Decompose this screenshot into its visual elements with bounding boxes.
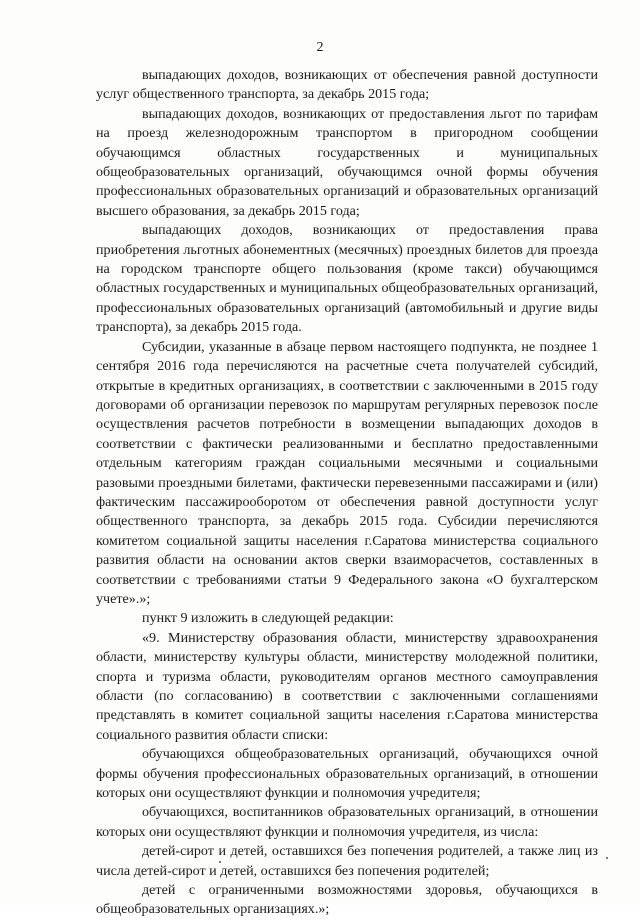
paragraph: пункт 9 изложить в следующей редакции: (142, 610, 394, 627)
scan-speck (606, 857, 608, 859)
paragraph: выпадающих доходов, возникающих от обеспечения равной доступности услуг общественного транспорта, за декабрь 2015 года; (96, 67, 598, 103)
paragraph: выпадающих доходов, возникающих от предоставления права приобретения льготных абонементных (месячных) проездных билетов для проезда на городском транспорте общего пользования (кроме такси) обучающимся областных государственных и муниципальных общеобразовательных организаций, профессиональных образовательных организаций (автомобильный и другие виды транспорта), за декабрь 2015 года. (96, 222, 598, 336)
paragraph: «9. Министерству образования области, министерству здравоохранения области, министерству культуры области, министерству молодежной политики, спорта и туризма области, руководителям органов местного самоуправления области (по согласованию) в соответствии с заключенными соглашениями представлять в комитет социальной защиты населения г.Саратова министерства социального развития области списки: (96, 629, 598, 743)
paragraph: Субсидии, указанные в абзаце первом настоящего подпункта, не позднее 1 сентября 2016 года перечисляются на расчетные счета получателей субсидий, открытые в кредитных организациях, в соответствии с заключенными в 2015 году договорами об организации перевозок по маршрутам регулярных перевозок после осуществления расчетов потребности в возмещении выпадающих доходов в соответствии с фактически реализованными и бесплатно предоставленными отдельным категориям граждан социальными месячными и социальными разовыми проездными билетами, фактически перевезенными пассажирами и (или) фактическим пассажирооборотом от обеспечения равной доступности услуг общественного транспорта, за декабрь 2015 года. Субсидии перечисляются комитетом социальной защиты населения г.Саратова министерства социального развития области на основании актов сверки взаиморасчетов, составленных в соответствии с требованиями статьи 9 Федерального закона «О бухгалтерском учете».»; (96, 338, 598, 607)
paragraph: обучающихся, воспитанников образовательных организаций, в отношении которых они осуществляют функции и полномочия учредителя, из числа: (96, 804, 598, 840)
paragraph: обучающихся общеобразовательных организаций, обучающихся очной формы обучения профессиональных образовательных организаций, в отношении которых они осуществляют функции и полномочия учредителя; (96, 746, 598, 802)
scan-speck (219, 861, 221, 863)
document-body (96, 66, 598, 920)
paragraph: выпадающих доходов, возникающих от предоставления льгот по тарифам на проезд железнодорожным транспортом в пригородном сообщении обучающимся областных государственных и муниципальных общеобразовательных организаций, обучающимся очной формы обучения профессиональных образовательных организаций и образовательных организаций высшего образования, за декабрь 2015 года; (96, 105, 598, 219)
page-number: 2 (316, 40, 324, 55)
paragraph: детей с ограниченными возможностями здоровья, обучающихся в общеобразовательных организациях.»; (96, 882, 598, 918)
paragraph: детей-сирот и детей, оставшихся без попечения родителей, а также лиц из числа детей-сирот и детей, оставшихся без попечения родителей; (96, 843, 598, 879)
